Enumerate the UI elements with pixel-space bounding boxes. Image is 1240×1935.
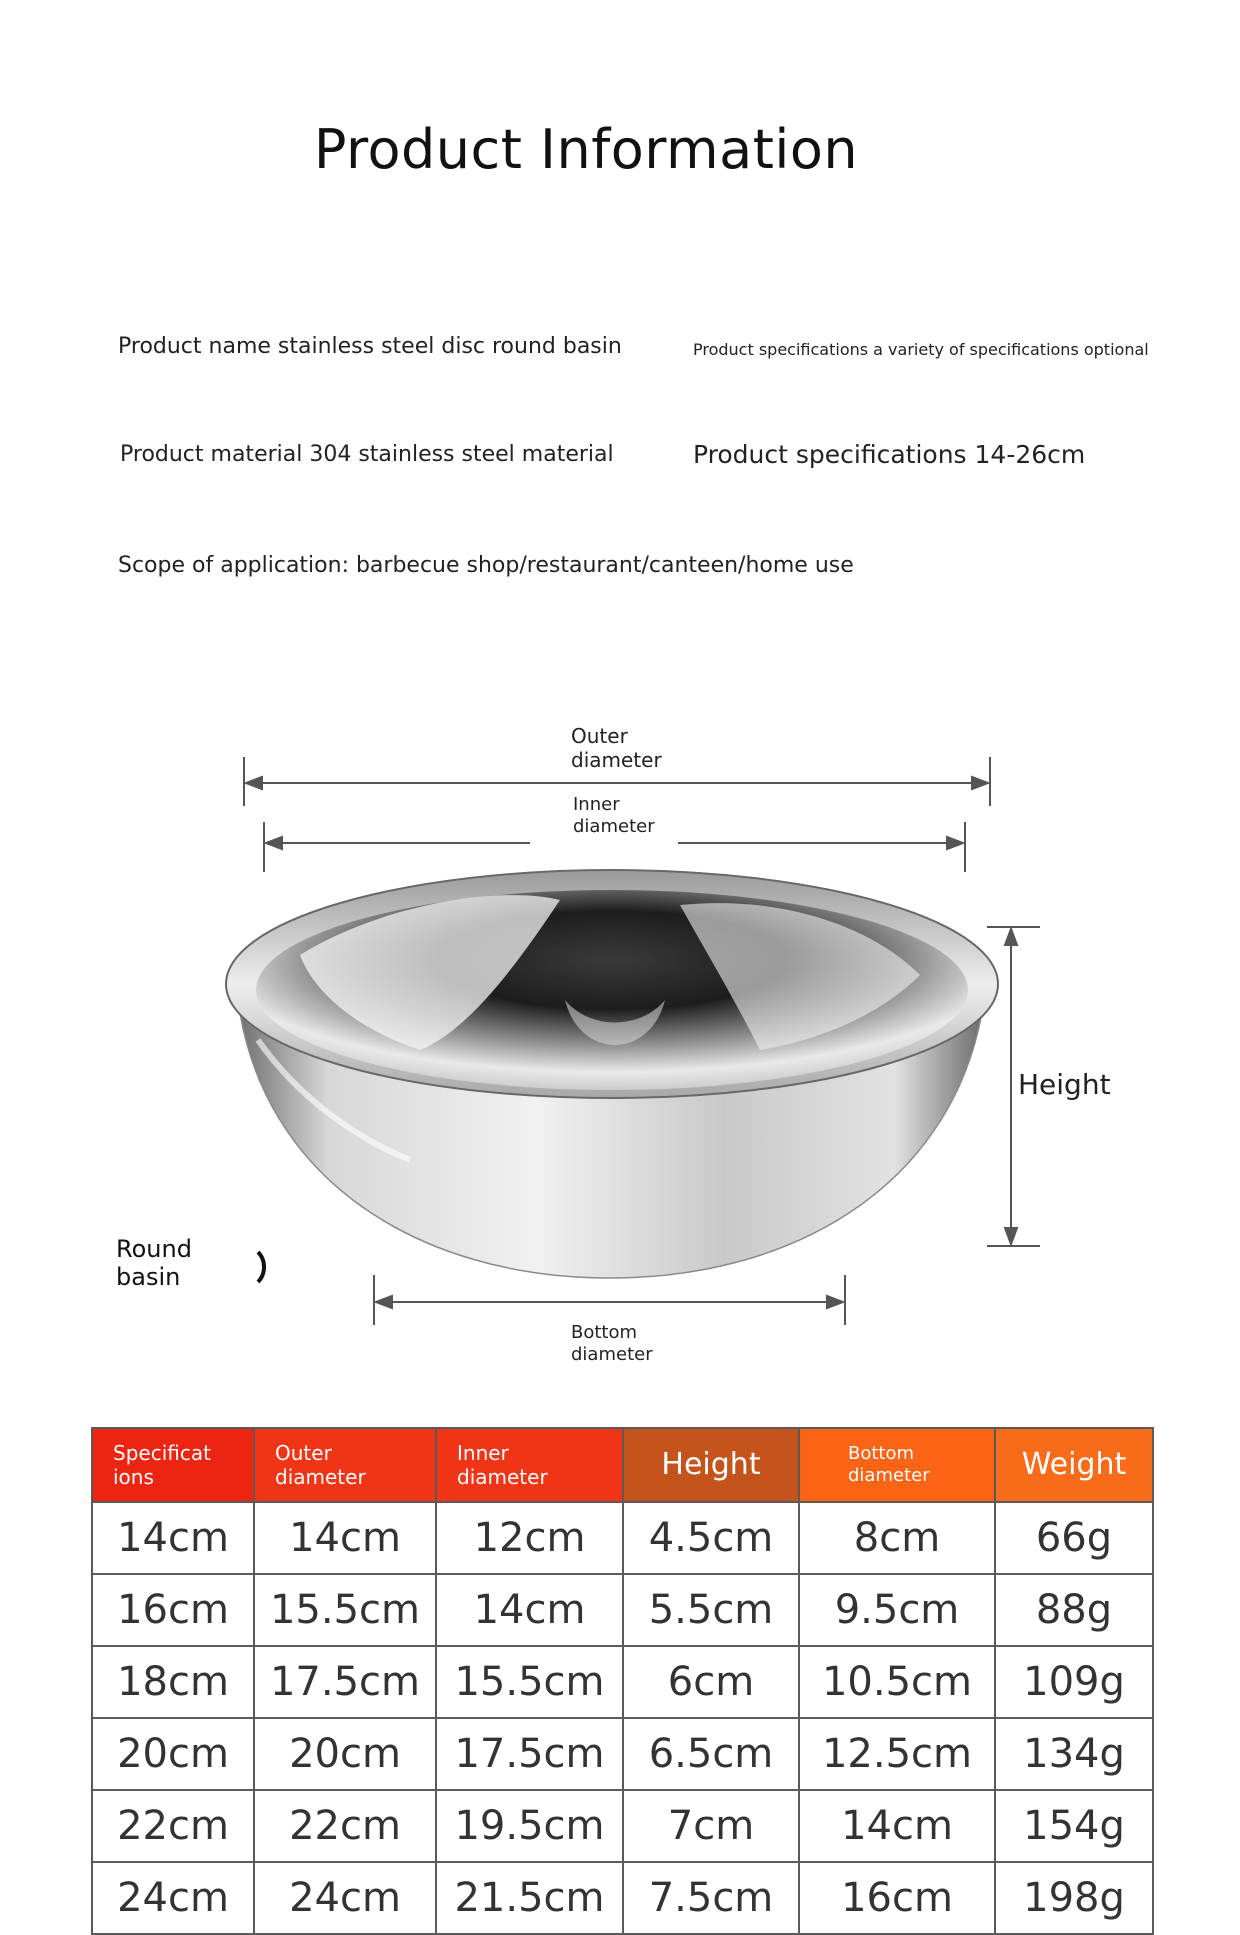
product-material: Product material 304 stainless steel material (120, 442, 614, 467)
cell-specification: 16cm (92, 1574, 254, 1646)
cell-specification: 22cm (92, 1790, 254, 1862)
table-row (92, 1574, 1153, 1646)
cell-outer-diameter: 14cm (254, 1502, 436, 1574)
cell-bottom-diameter: 14cm (799, 1790, 995, 1862)
cell-weight: 134g (995, 1718, 1153, 1790)
cell-outer-diameter: 22cm (254, 1790, 436, 1862)
header-outer-diameter (254, 1428, 436, 1502)
cell-specification: 20cm (92, 1718, 254, 1790)
cell-weight: 88g (995, 1574, 1153, 1646)
table-row (92, 1502, 1153, 1574)
table-header-row (92, 1428, 1153, 1502)
round-basin-label-line2: basin (116, 1263, 181, 1291)
cell-bottom-diameter: 16cm (799, 1862, 995, 1934)
scope-of-application: Scope of application: barbecue shop/restaurant/canteen/home use (118, 553, 854, 578)
cell-outer-diameter: 15.5cm (254, 1574, 436, 1646)
cell-inner-diameter: 21.5cm (436, 1862, 623, 1934)
cell-height: 6cm (623, 1646, 799, 1718)
header-specifications-line2: ions (113, 1465, 154, 1489)
inner-diameter-label-line2: diameter (573, 816, 655, 837)
cell-bottom-diameter: 10.5cm (799, 1646, 995, 1718)
cell-inner-diameter: 15.5cm (436, 1646, 623, 1718)
cell-height: 7.5cm (623, 1862, 799, 1934)
header-inner-diameter-line1: Inner (457, 1441, 509, 1465)
cell-specification: 18cm (92, 1646, 254, 1718)
header-bottom-diameter (799, 1428, 995, 1502)
cell-height: 6.5cm (623, 1718, 799, 1790)
cell-bottom-diameter: 9.5cm (799, 1574, 995, 1646)
cell-height: 5.5cm (623, 1574, 799, 1646)
header-outer-diameter-line2: diameter (275, 1465, 366, 1489)
bottom-diameter-label-line1: Bottom (571, 1322, 638, 1343)
bottom-diameter-arrow (374, 1275, 845, 1325)
cell-weight: 109g (995, 1646, 1153, 1718)
cell-height: 7cm (623, 1790, 799, 1862)
round-basin-marker (258, 1252, 264, 1282)
cell-height: 4.5cm (623, 1502, 799, 1574)
header-inner-diameter (436, 1428, 623, 1502)
outer-diameter-label (571, 724, 662, 772)
header-specifications-line1: Specificat (113, 1441, 211, 1465)
header-bottom-diameter-line1: Bottom (848, 1443, 915, 1464)
bottom-diameter-label-line2: diameter (571, 1344, 653, 1365)
specifications-table (91, 1427, 1154, 1935)
cell-specification: 14cm (92, 1502, 254, 1574)
header-bottom-diameter-line2: diameter (848, 1465, 930, 1486)
cell-outer-diameter: 17.5cm (254, 1646, 436, 1718)
cell-inner-diameter: 19.5cm (436, 1790, 623, 1862)
product-specifications-range: Product specifications 14-26cm (693, 440, 1086, 469)
cell-weight: 198g (995, 1862, 1153, 1934)
cell-inner-diameter: 17.5cm (436, 1718, 623, 1790)
basin-image (226, 870, 998, 1278)
table-row (92, 1790, 1153, 1862)
round-basin-label-line1: Round (116, 1235, 192, 1263)
product-name: Product name stainless steel disc round basin (118, 334, 622, 359)
table-row (92, 1862, 1153, 1934)
cell-inner-diameter: 12cm (436, 1502, 623, 1574)
bottom-diameter-label (571, 1322, 653, 1366)
cell-bottom-diameter: 8cm (799, 1502, 995, 1574)
header-weight: Weight (995, 1428, 1153, 1502)
header-height: Height (623, 1428, 799, 1502)
header-inner-diameter-line2: diameter (457, 1465, 548, 1489)
product-specifications-variety: Product specifications a variety of specifications optional (693, 340, 1149, 359)
cell-weight: 154g (995, 1790, 1153, 1862)
inner-diameter-label (573, 794, 655, 838)
cell-specification: 24cm (92, 1862, 254, 1934)
cell-outer-diameter: 20cm (254, 1718, 436, 1790)
cell-weight: 66g (995, 1502, 1153, 1574)
cell-inner-diameter: 14cm (436, 1574, 623, 1646)
cell-bottom-diameter: 12.5cm (799, 1718, 995, 1790)
header-outer-diameter-line1: Outer (275, 1441, 332, 1465)
inner-diameter-label-line1: Inner (573, 794, 620, 815)
header-specifications (92, 1428, 254, 1502)
outer-diameter-label-line1: Outer (571, 724, 628, 748)
outer-diameter-label-line2: diameter (571, 748, 662, 772)
height-label: Height (1018, 1068, 1111, 1101)
table-row (92, 1718, 1153, 1790)
page-title: Product Information (313, 118, 859, 181)
table-row (92, 1646, 1153, 1718)
round-basin-label (116, 1235, 192, 1291)
cell-outer-diameter: 24cm (254, 1862, 436, 1934)
